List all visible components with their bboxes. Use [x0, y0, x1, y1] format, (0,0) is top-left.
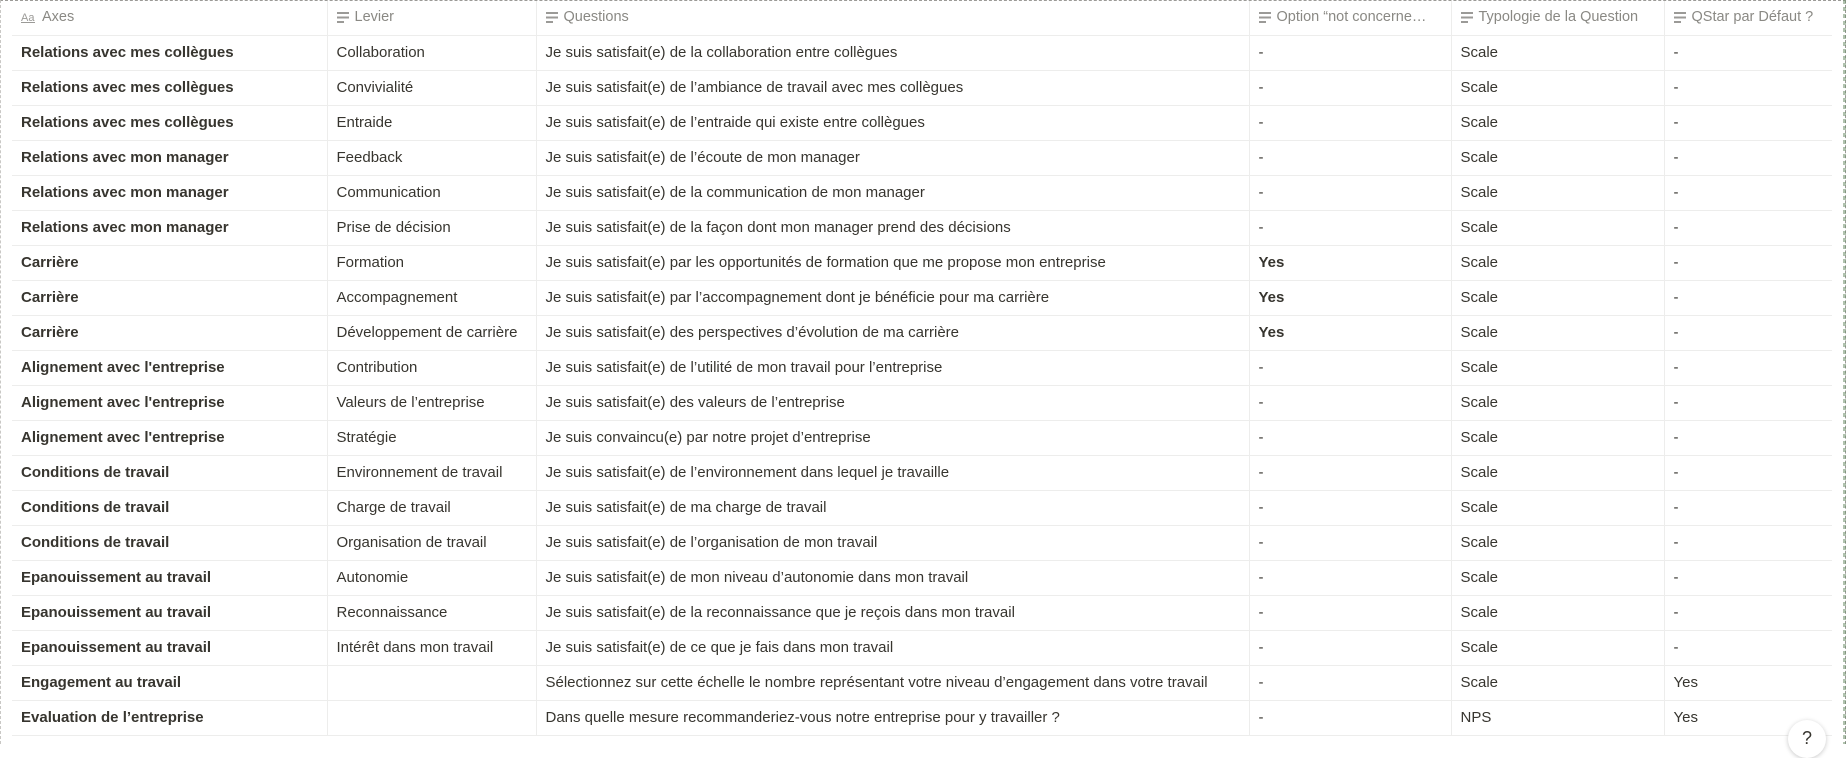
cell-questions[interactable]: Je suis satisfait(e) de l’écoute de mon manager [536, 140, 1249, 175]
cell-typologie[interactable]: Scale [1451, 420, 1664, 455]
cell-option[interactable]: - [1249, 105, 1451, 140]
cell-option[interactable]: - [1249, 70, 1451, 105]
cell-qstar[interactable]: - [1664, 525, 1832, 560]
cell-levier[interactable]: Entraide [327, 105, 536, 140]
cell-levier[interactable] [327, 700, 536, 735]
column-header-levier[interactable] [327, 1, 536, 35]
table-row[interactable] [12, 175, 1832, 210]
table-row[interactable] [12, 105, 1832, 140]
cell-questions[interactable]: Je suis satisfait(e) de ce que je fais dans mon travail [536, 630, 1249, 665]
table-row[interactable] [12, 490, 1832, 525]
database-table [12, 1, 1832, 736]
cell-axes[interactable]: Carrière [12, 315, 327, 350]
table-row[interactable] [12, 385, 1832, 420]
cell-levier[interactable]: Charge de travail [327, 490, 536, 525]
cell-qstar[interactable]: - [1664, 350, 1832, 385]
cell-option[interactable]: - [1249, 700, 1451, 735]
cell-questions[interactable]: Je suis satisfait(e) par les opportunités de formation que me propose mon entreprise [536, 245, 1249, 280]
cell-questions[interactable]: Je suis convaincu(e) par notre projet d’entreprise [536, 420, 1249, 455]
help-button[interactable] [1788, 720, 1826, 758]
cell-qstar[interactable]: - [1664, 455, 1832, 490]
cell-qstar[interactable]: - [1664, 245, 1832, 280]
header-row [12, 1, 1832, 35]
cell-axes[interactable]: Alignement avec l'entreprise [12, 350, 327, 385]
cell-axes[interactable]: Evaluation de l’entreprise [12, 700, 327, 735]
cell-option[interactable]: - [1249, 420, 1451, 455]
cell-qstar[interactable]: - [1664, 630, 1832, 665]
cell-questions[interactable]: Je suis satisfait(e) des valeurs de l’entreprise [536, 385, 1249, 420]
cell-questions[interactable]: Je suis satisfait(e) des perspectives d’évolution de ma carrière [536, 315, 1249, 350]
cell-levier[interactable]: Communication [327, 175, 536, 210]
cell-option[interactable]: - [1249, 665, 1451, 700]
cell-option[interactable]: Yes [1249, 245, 1451, 280]
column-header-questions[interactable] [536, 1, 1249, 35]
cell-axes[interactable]: Relations avec mes collègues [12, 35, 327, 70]
help-button-label: ? [1801, 728, 1812, 748]
cell-typologie[interactable]: Scale [1451, 560, 1664, 595]
cell-axes[interactable]: Alignement avec l'entreprise [12, 385, 327, 420]
cell-axes[interactable]: Carrière [12, 245, 327, 280]
cell-qstar[interactable]: Yes [1664, 700, 1832, 735]
text-icon [1674, 11, 1686, 27]
table-row[interactable] [12, 140, 1832, 175]
cell-typologie[interactable]: Scale [1451, 595, 1664, 630]
cell-questions[interactable]: Je suis satisfait(e) de l’environnement dans lequel je travaille [536, 455, 1249, 490]
text-icon [546, 11, 558, 27]
table-row[interactable] [12, 350, 1832, 385]
cell-axes[interactable]: Carrière [12, 280, 327, 315]
cell-axes[interactable]: Relations avec mon manager [12, 210, 327, 245]
column-header-label: Levier [354, 8, 394, 25]
cell-axes[interactable]: Epanouissement au travail [12, 595, 327, 630]
cell-option[interactable]: - [1249, 560, 1451, 595]
table-row[interactable] [12, 525, 1832, 560]
cell-axes[interactable]: Epanouissement au travail [12, 560, 327, 595]
cell-axes[interactable]: Relations avec mes collègues [12, 70, 327, 105]
cell-qstar[interactable]: - [1664, 595, 1832, 630]
table-row[interactable] [12, 560, 1832, 595]
cell-levier[interactable]: Intérêt dans mon travail [327, 630, 536, 665]
table-row[interactable] [12, 630, 1832, 665]
cell-qstar[interactable]: - [1664, 560, 1832, 595]
cell-qstar[interactable]: - [1664, 140, 1832, 175]
cell-axes[interactable]: Engagement au travail [12, 665, 327, 700]
cell-typologie[interactable]: Scale [1451, 280, 1664, 315]
column-header-axes[interactable] [12, 1, 327, 35]
cell-qstar[interactable]: - [1664, 35, 1832, 70]
table-row[interactable] [12, 595, 1832, 630]
cell-qstar[interactable]: - [1664, 490, 1832, 525]
cell-questions[interactable]: Je suis satisfait(e) de l’organisation de mon travail [536, 525, 1249, 560]
table-row[interactable] [12, 700, 1832, 735]
text-icon [1259, 11, 1271, 27]
cell-axes[interactable]: Epanouissement au travail [12, 630, 327, 665]
cell-typologie[interactable]: Scale [1451, 210, 1664, 245]
table-body [12, 35, 1832, 735]
cell-qstar[interactable]: - [1664, 105, 1832, 140]
text-icon [1461, 11, 1473, 27]
cell-levier[interactable]: Contribution [327, 350, 536, 385]
cell-levier[interactable]: Environnement de travail [327, 455, 536, 490]
cell-typologie[interactable]: Scale [1451, 630, 1664, 665]
column-header-label: Typologie de la Question [1478, 8, 1639, 25]
table-row[interactable] [12, 210, 1832, 245]
title-icon [21, 11, 36, 27]
cell-levier[interactable]: Valeurs de l’entreprise [327, 385, 536, 420]
cell-questions[interactable]: Je suis satisfait(e) de la reconnaissance que je reçois dans mon travail [536, 595, 1249, 630]
cell-questions[interactable]: Je suis satisfait(e) de la collaboration entre collègues [536, 35, 1249, 70]
cell-option[interactable]: - [1249, 385, 1451, 420]
cell-qstar[interactable]: Yes [1664, 665, 1832, 700]
table-row[interactable] [12, 455, 1832, 490]
cell-option[interactable]: - [1249, 35, 1451, 70]
column-header-label: Axes [42, 8, 75, 25]
cell-questions[interactable]: Je suis satisfait(e) de mon niveau d’autonomie dans mon travail [536, 560, 1249, 595]
cell-levier[interactable]: Formation [327, 245, 536, 280]
cell-option[interactable]: - [1249, 490, 1451, 525]
table-row[interactable] [12, 35, 1832, 70]
cell-questions[interactable]: Je suis satisfait(e) de l’entraide qui existe entre collègues [536, 105, 1249, 140]
table-row[interactable] [12, 245, 1832, 280]
column-header-typologie[interactable] [1451, 1, 1664, 35]
cell-levier[interactable]: Feedback [327, 140, 536, 175]
cell-option[interactable]: - [1249, 140, 1451, 175]
cell-axes[interactable]: Relations avec mon manager [12, 175, 327, 210]
cell-questions[interactable]: Je suis satisfait(e) de la communication de mon manager [536, 175, 1249, 210]
table-row[interactable] [12, 420, 1832, 455]
cell-levier[interactable]: Développement de carrière [327, 315, 536, 350]
cell-questions[interactable]: Je suis satisfait(e) de l’ambiance de travail avec mes collègues [536, 70, 1249, 105]
column-header-qstar[interactable] [1664, 1, 1832, 35]
text-icon [337, 11, 349, 27]
cell-option[interactable]: - [1249, 210, 1451, 245]
table-row[interactable] [12, 665, 1832, 700]
cell-axes[interactable]: Conditions de travail [12, 525, 327, 560]
column-header-label: Questions [563, 8, 629, 25]
cell-option[interactable]: - [1249, 630, 1451, 665]
cell-levier[interactable]: Collaboration [327, 35, 536, 70]
cell-qstar[interactable]: - [1664, 385, 1832, 420]
cell-typologie[interactable]: Scale [1451, 35, 1664, 70]
cell-typologie[interactable]: Scale [1451, 455, 1664, 490]
cell-option[interactable]: Yes [1249, 315, 1451, 350]
cell-axes[interactable]: Conditions de travail [12, 490, 327, 525]
cell-typologie[interactable]: Scale [1451, 350, 1664, 385]
cell-typologie[interactable]: Scale [1451, 315, 1664, 350]
cell-qstar[interactable]: - [1664, 175, 1832, 210]
cell-questions[interactable]: Sélectionnez sur cette échelle le nombre représentant votre niveau d’engagement dans votre travail [536, 665, 1249, 700]
cell-axes[interactable]: Relations avec mes collègues [12, 105, 327, 140]
column-header-option[interactable] [1249, 1, 1451, 35]
cell-typologie[interactable]: Scale [1451, 140, 1664, 175]
column-header-label: Option “not concerne… [1276, 8, 1427, 25]
cell-questions[interactable]: Dans quelle mesure recommanderiez-vous notre entreprise pour y travailler ? [536, 700, 1249, 735]
svg-text:Aa: Aa [21, 11, 35, 23]
cell-typologie[interactable]: NPS [1451, 700, 1664, 735]
cell-typologie[interactable]: Scale [1451, 105, 1664, 140]
table-row[interactable] [12, 315, 1832, 350]
cell-levier[interactable]: Organisation de travail [327, 525, 536, 560]
cell-qstar[interactable]: - [1664, 280, 1832, 315]
cell-questions[interactable]: Je suis satisfait(e) de la façon dont mon manager prend des décisions [536, 210, 1249, 245]
cell-questions[interactable]: Je suis satisfait(e) de l’utilité de mon travail pour l’entreprise [536, 350, 1249, 385]
cell-questions[interactable]: Je suis satisfait(e) de ma charge de travail [536, 490, 1249, 525]
cell-typologie[interactable]: Scale [1451, 245, 1664, 280]
cell-option[interactable]: Yes [1249, 280, 1451, 315]
cell-axes[interactable]: Alignement avec l'entreprise [12, 420, 327, 455]
cell-questions[interactable]: Je suis satisfait(e) par l’accompagnement dont je bénéficie pour ma carrière [536, 280, 1249, 315]
cell-levier[interactable]: Accompagnement [327, 280, 536, 315]
cell-levier[interactable]: Prise de décision [327, 210, 536, 245]
cell-typologie[interactable]: Scale [1451, 665, 1664, 700]
cell-option[interactable]: - [1249, 350, 1451, 385]
cell-typologie[interactable]: Scale [1451, 175, 1664, 210]
cell-typologie[interactable]: Scale [1451, 525, 1664, 560]
cell-option[interactable]: - [1249, 175, 1451, 210]
table-row[interactable] [12, 70, 1832, 105]
cell-levier[interactable]: Reconnaissance [327, 595, 536, 630]
cell-qstar[interactable]: - [1664, 210, 1832, 245]
cell-levier[interactable]: Stratégie [327, 420, 536, 455]
cell-levier[interactable]: Convivialité [327, 70, 536, 105]
cell-qstar[interactable]: - [1664, 70, 1832, 105]
cell-typologie[interactable]: Scale [1451, 490, 1664, 525]
cell-typologie[interactable]: Scale [1451, 385, 1664, 420]
cell-qstar[interactable]: - [1664, 315, 1832, 350]
cell-option[interactable]: - [1249, 455, 1451, 490]
cell-option[interactable]: - [1249, 595, 1451, 630]
cell-axes[interactable]: Relations avec mon manager [12, 140, 327, 175]
cell-option[interactable]: - [1249, 525, 1451, 560]
cell-axes[interactable]: Conditions de travail [12, 455, 327, 490]
cell-levier[interactable]: Autonomie [327, 560, 536, 595]
column-header-label: QStar par Défaut ? [1691, 8, 1814, 25]
table-row[interactable] [12, 280, 1832, 315]
cell-typologie[interactable]: Scale [1451, 70, 1664, 105]
cell-levier[interactable] [327, 665, 536, 700]
cell-qstar[interactable]: - [1664, 420, 1832, 455]
